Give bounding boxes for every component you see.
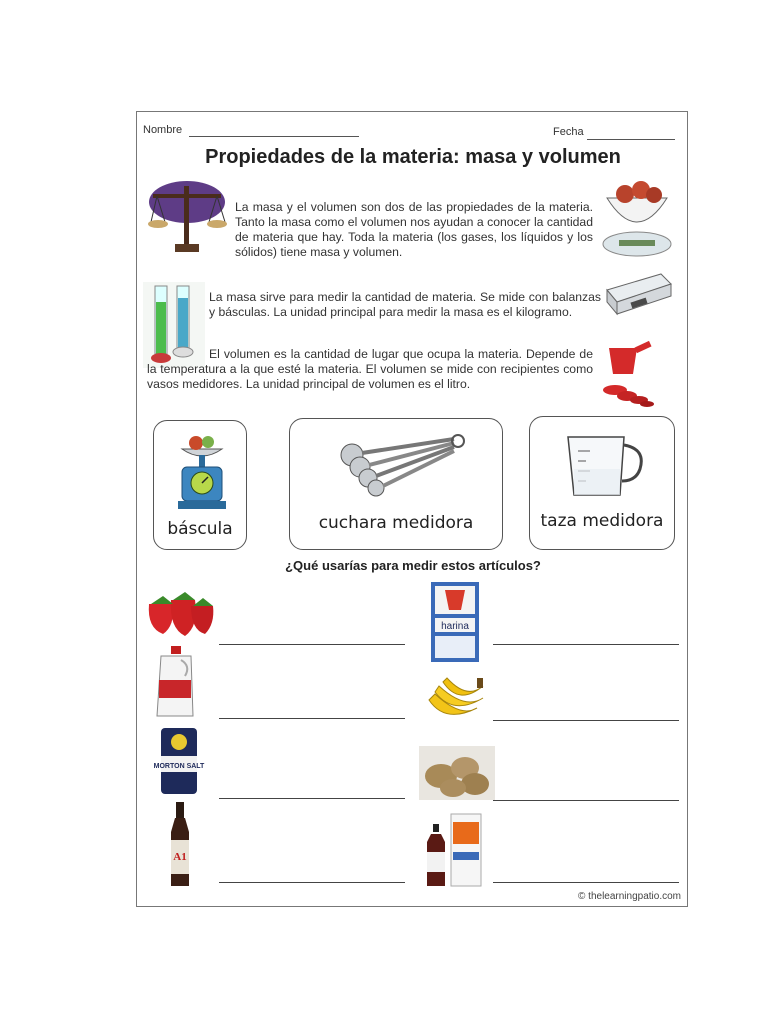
page-title: Propiedades de la materia: masa y volumen: [205, 146, 621, 168]
sauce-bottle-image: [167, 802, 193, 888]
answer-line-2[interactable]: [219, 718, 405, 719]
red-measuring-cups-image: [597, 338, 659, 410]
scale-icon: [172, 429, 232, 515]
tool-card-bascula: [153, 420, 247, 550]
question-heading: ¿Qué usarías para medir estos artículos?: [285, 558, 541, 573]
milk-jug-image: [155, 646, 195, 718]
answer-line-3[interactable]: [219, 798, 405, 799]
intro-paragraph: La masa y el volumen son dos de las propiedades de la materia. Tanto la masa como el volumen nos ayudan a conocer la cantidad de materia que hay. Toda la materia (los gases, los líquidos y los sólidos) tiene masa y volumen.: [235, 200, 593, 259]
answer-line-8[interactable]: [493, 882, 679, 883]
strawberries-image: [143, 592, 215, 638]
tool-label-cuchara: cuchara medidora: [318, 513, 474, 533]
flour-bag-image: [431, 582, 479, 662]
digital-scale-image: [603, 270, 673, 320]
kitchen-scale-fruit-image: [599, 176, 675, 258]
mass-paragraph: La masa sirve para medir la cantidad de materia. Se mide con balanzas y básculas. La unidad principal para medir la masa es el kilogramo.: [209, 290, 601, 319]
name-label: Nombre: [143, 124, 183, 136]
answer-line-6[interactable]: [493, 720, 679, 721]
tool-label-bascula: báscula: [167, 519, 233, 539]
salt-brand-text: MORTON SALT: [153, 763, 205, 770]
name-line: [189, 136, 359, 137]
balance-scale-image: [145, 178, 229, 258]
salt-container-image: [153, 726, 205, 796]
measuring-spoons-icon: [336, 431, 466, 501]
measuring-cup-icon: [564, 429, 650, 501]
potatoes-image: [419, 746, 495, 800]
tool-label-taza: taza medidora: [540, 511, 664, 531]
tool-card-cuchara: [289, 418, 503, 550]
answer-line-4[interactable]: [219, 882, 405, 883]
volume-paragraph: El volumen es la cantidad de lugar que ocupa la materia. Depende de la temperatura a la que esté la materia. El volumen se mide con recipientes como vasos medidores. La unidad principal de volumen es el litro.: [147, 347, 593, 391]
copyright-footer: © thelearningpatio.com: [578, 891, 681, 902]
answer-line-5[interactable]: [493, 644, 679, 645]
answer-line-7[interactable]: [493, 800, 679, 801]
bananas-image: [425, 672, 487, 728]
medicine-image: [427, 812, 485, 888]
sauce-label-text: A1: [173, 851, 187, 863]
date-label: Fecha: [553, 126, 584, 138]
answer-line-1[interactable]: [219, 644, 405, 645]
tool-card-taza: [529, 416, 675, 550]
date-line: [587, 139, 675, 140]
flour-label-text: harina: [441, 621, 469, 632]
worksheet: [136, 111, 688, 907]
